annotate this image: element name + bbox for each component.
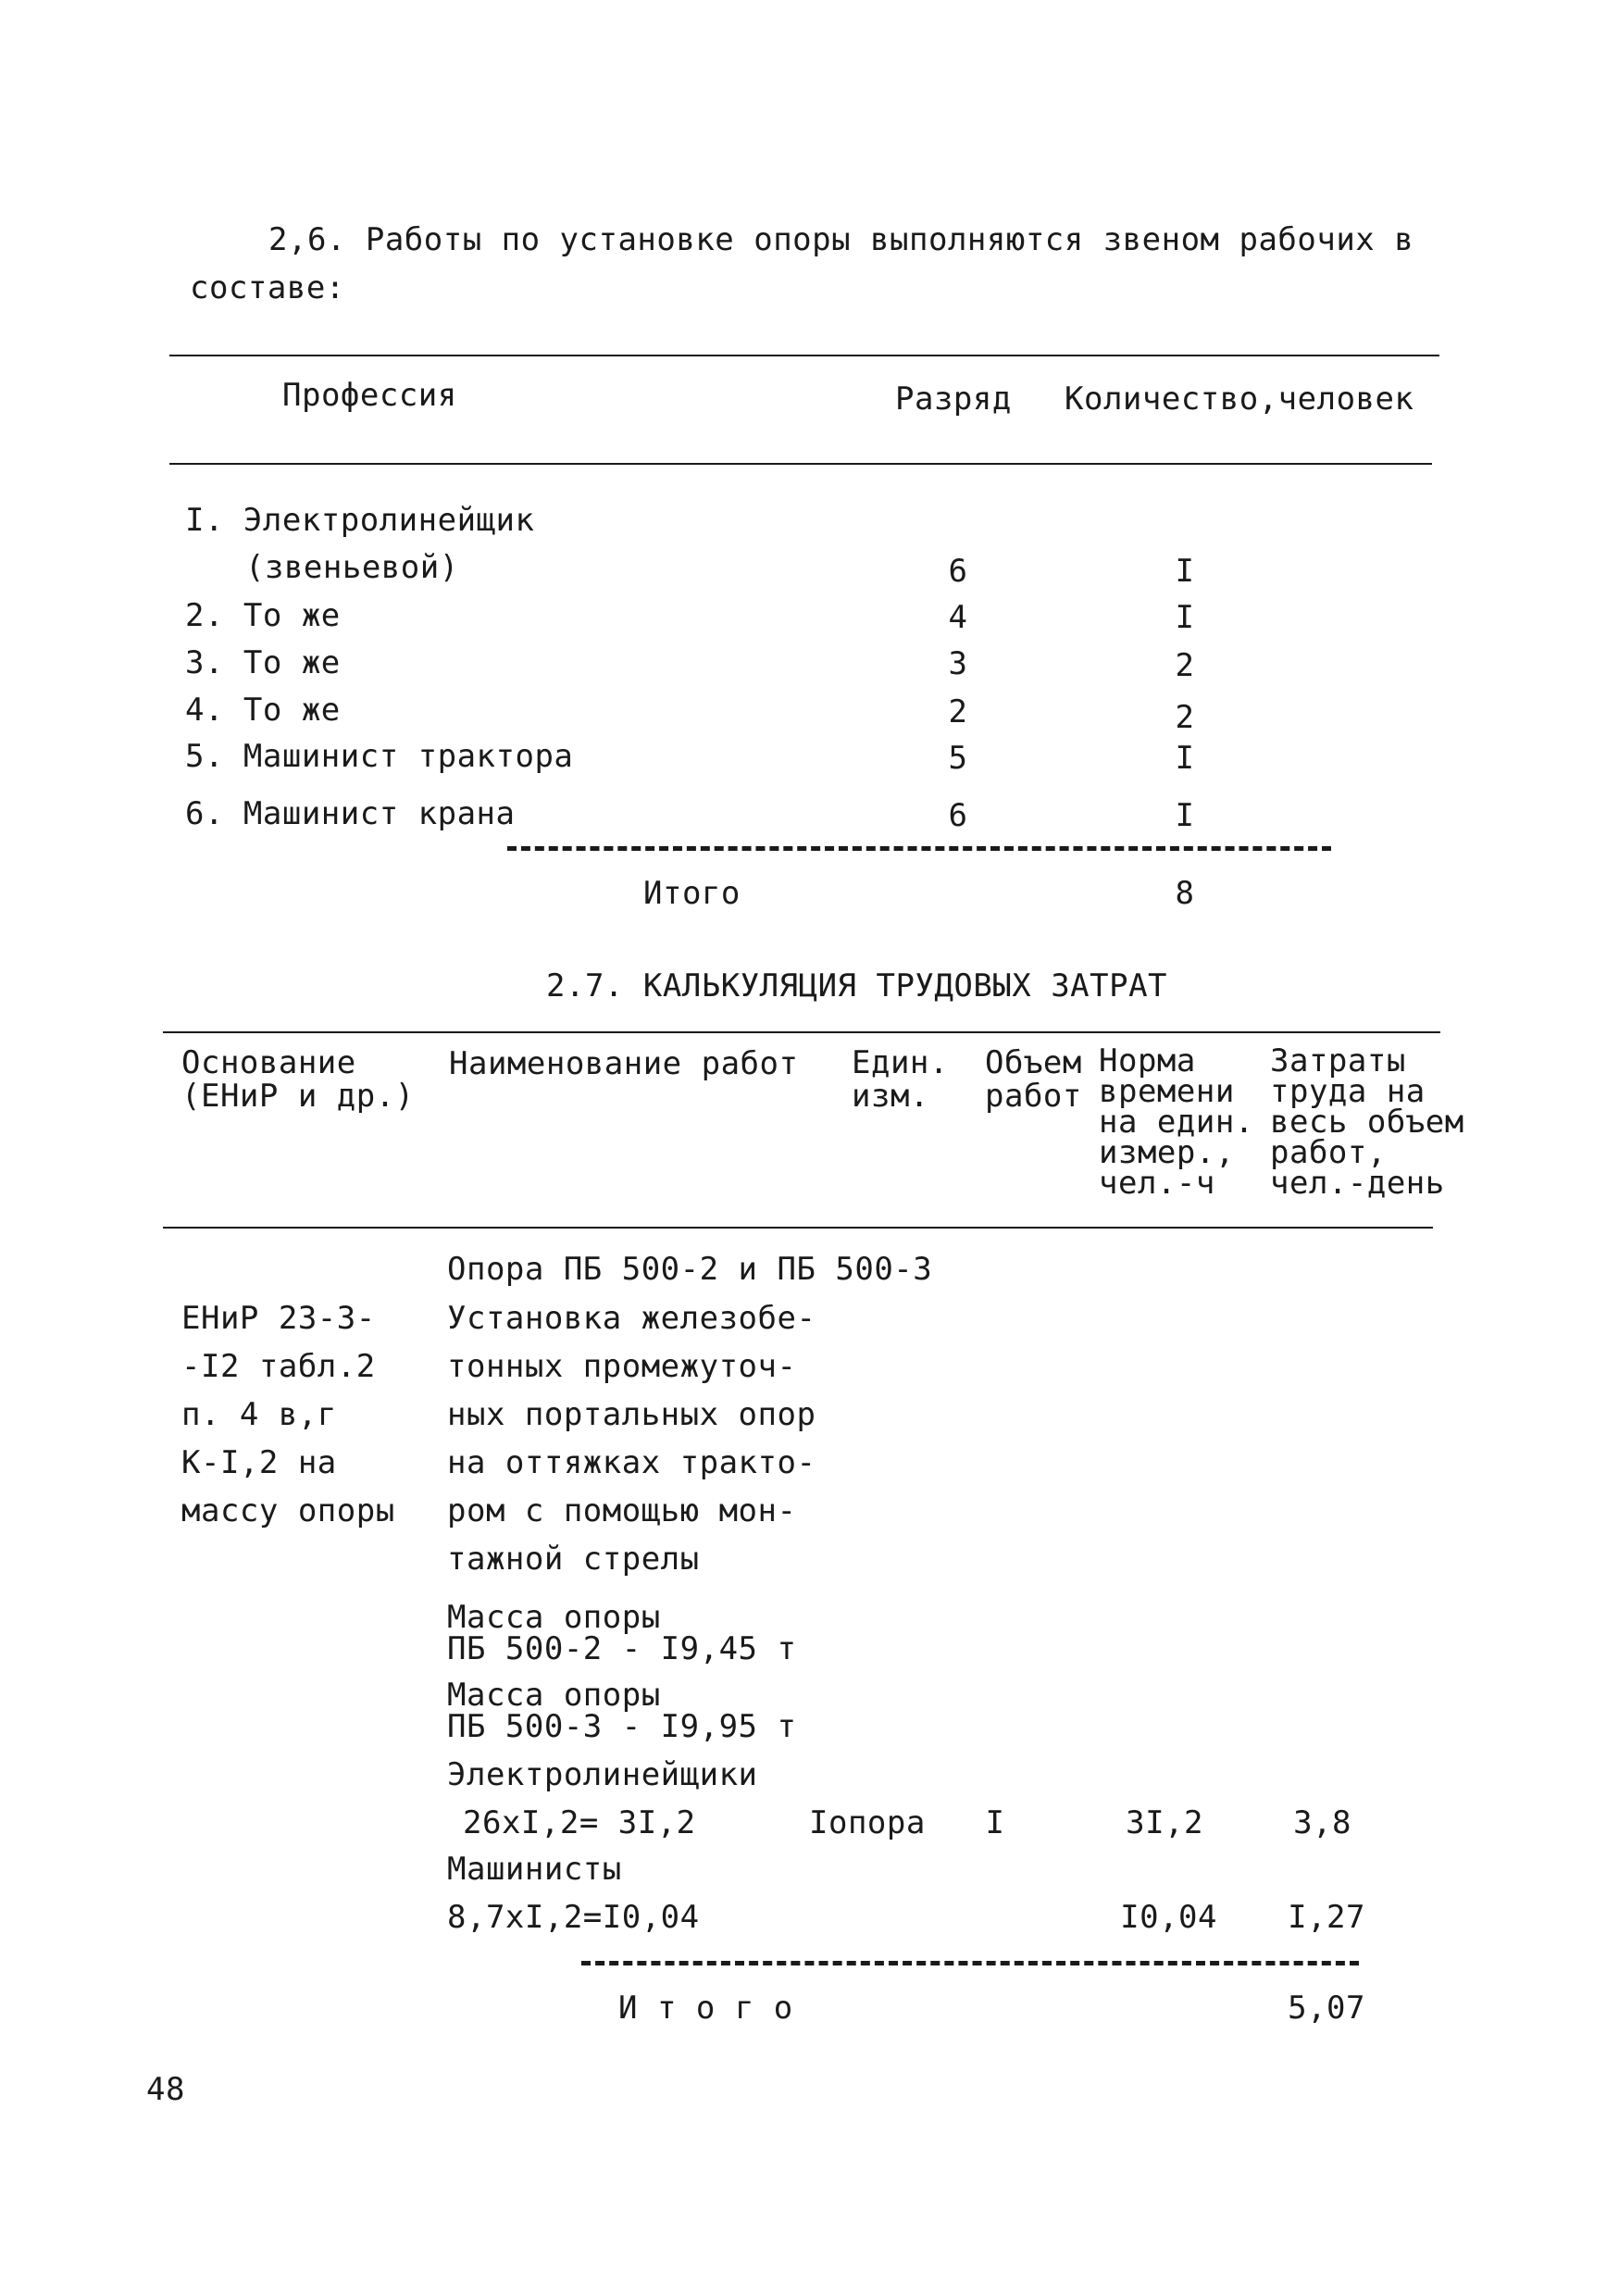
calc-group-2-label: Машинисты [447,1851,622,1888]
section-title: 2.7. КАЛЬКУЛЯЦИЯ ТРУДОВЫХ ЗАТРАТ [546,967,1168,1004]
crew-row-3-grade: 3 [948,645,968,682]
crew-row-5-grade: 5 [948,740,968,777]
calc-basis-line: п. 4 в,г [181,1396,337,1433]
intro-line-2: составе: [190,269,345,306]
crew-row-6-count: I [1175,797,1195,834]
page-number: 48 [146,2071,185,2108]
crew-row-6-name: 6. Машинист крана [185,795,516,832]
calc-header-basis: Основание (ЕНиР и др.) [181,1044,415,1115]
crew-row-2-grade: 4 [948,599,968,636]
calc-description-line: на оттяжках тракто- [447,1444,816,1481]
crew-row-1-name-cont: (звеньевой) [245,549,459,586]
crew-header-count: Количество,человек [1065,381,1414,418]
calc-total-value: 5,07 [1288,1990,1365,2027]
crew-row-1-grade: 6 [948,553,968,590]
calc-description-line: тажной стрелы [447,1541,700,1578]
calc-group-1-label: Электролинейщики [447,1756,758,1793]
calc-description-line: ром с помощью мон- [447,1492,797,1529]
crew-row-1-count: I [1175,553,1195,590]
calc-mass-label: Масса опоры [447,1677,661,1714]
calc-description-line: Установка железобе- [447,1300,816,1337]
calc-group-1-formula: 26xI,2= 3I,2 [463,1804,696,1841]
calc-group-1-norm: 3I,2 [1126,1804,1203,1841]
calc-basis-line: -I2 табл.2 [181,1348,376,1385]
calc-group-1-cost: 3,8 [1293,1804,1351,1841]
crew-table-top-rule [169,355,1439,356]
calc-description-line: тонных промежуточ- [447,1348,797,1385]
calc-basis-line: ЕНиР 23-3- [181,1300,376,1337]
calc-heading: Опора ПБ 500-2 и ПБ 500-3 [447,1251,933,1288]
calc-description-line: ных портальных опор [447,1396,816,1433]
calc-header-volume: Объем работ [985,1044,1082,1115]
calc-mass-value: ПБ 500-2 - I9,45 т [447,1630,797,1667]
calc-group-2-formula: 8,7xI,2=I0,04 [447,1899,700,1936]
calc-table-header-rule [163,1227,1433,1229]
crew-row-5-count: I [1175,740,1195,777]
crew-row-5-name: 5. Машинист трактора [185,738,574,775]
calc-header-work-name: Наименование работ [449,1045,799,1082]
crew-row-4-grade: 2 [948,693,968,730]
calc-table-top-rule [163,1031,1440,1033]
calc-header-norm: Норма времени на един. измер., чел.-ч [1099,1042,1254,1202]
crew-row-2-count: I [1175,599,1195,636]
calc-header-unit: Един. изм. [852,1044,949,1115]
calc-header-cost: Затраты труда на весь объем работ, чел.-день [1270,1042,1464,1202]
crew-row-2-name: 2. То же [185,597,341,634]
crew-row-3-name: 3. То же [185,644,341,681]
crew-total-dashed-rule [507,846,1331,851]
crew-row-6-grade: 6 [948,797,968,834]
crew-table-header-rule [169,463,1432,465]
calc-basis-line: К-I,2 на [181,1444,337,1481]
calc-mass-value: ПБ 500-3 - I9,95 т [447,1708,797,1745]
crew-total-value: 8 [1175,875,1195,912]
calc-group-2-norm: I0,04 [1120,1899,1217,1936]
calc-group-1-volume: I [985,1804,1005,1841]
intro-line-1: 2,6. Работы по установке опоры выполняются звеном рабочих в [268,221,1414,258]
calc-total-dashed-rule [581,1961,1359,1965]
crew-row-3-count: 2 [1175,647,1195,684]
crew-header-profession: Профессия [282,377,457,414]
calc-group-1-unit: Iопора [809,1804,926,1841]
crew-total-label: Итого [643,875,741,912]
calc-group-2-cost: I,27 [1288,1899,1365,1936]
calc-total-label: И т о г о [618,1990,793,2027]
crew-row-1-name: I. Электролинейщик [185,502,535,539]
crew-row-4-name: 4. То же [185,692,341,729]
crew-header-grade: Разряд [895,381,1012,418]
crew-row-4-count: 2 [1175,699,1195,736]
calc-basis-line: массу опоры [181,1492,395,1529]
calc-mass-label: Масса опоры [447,1599,661,1636]
